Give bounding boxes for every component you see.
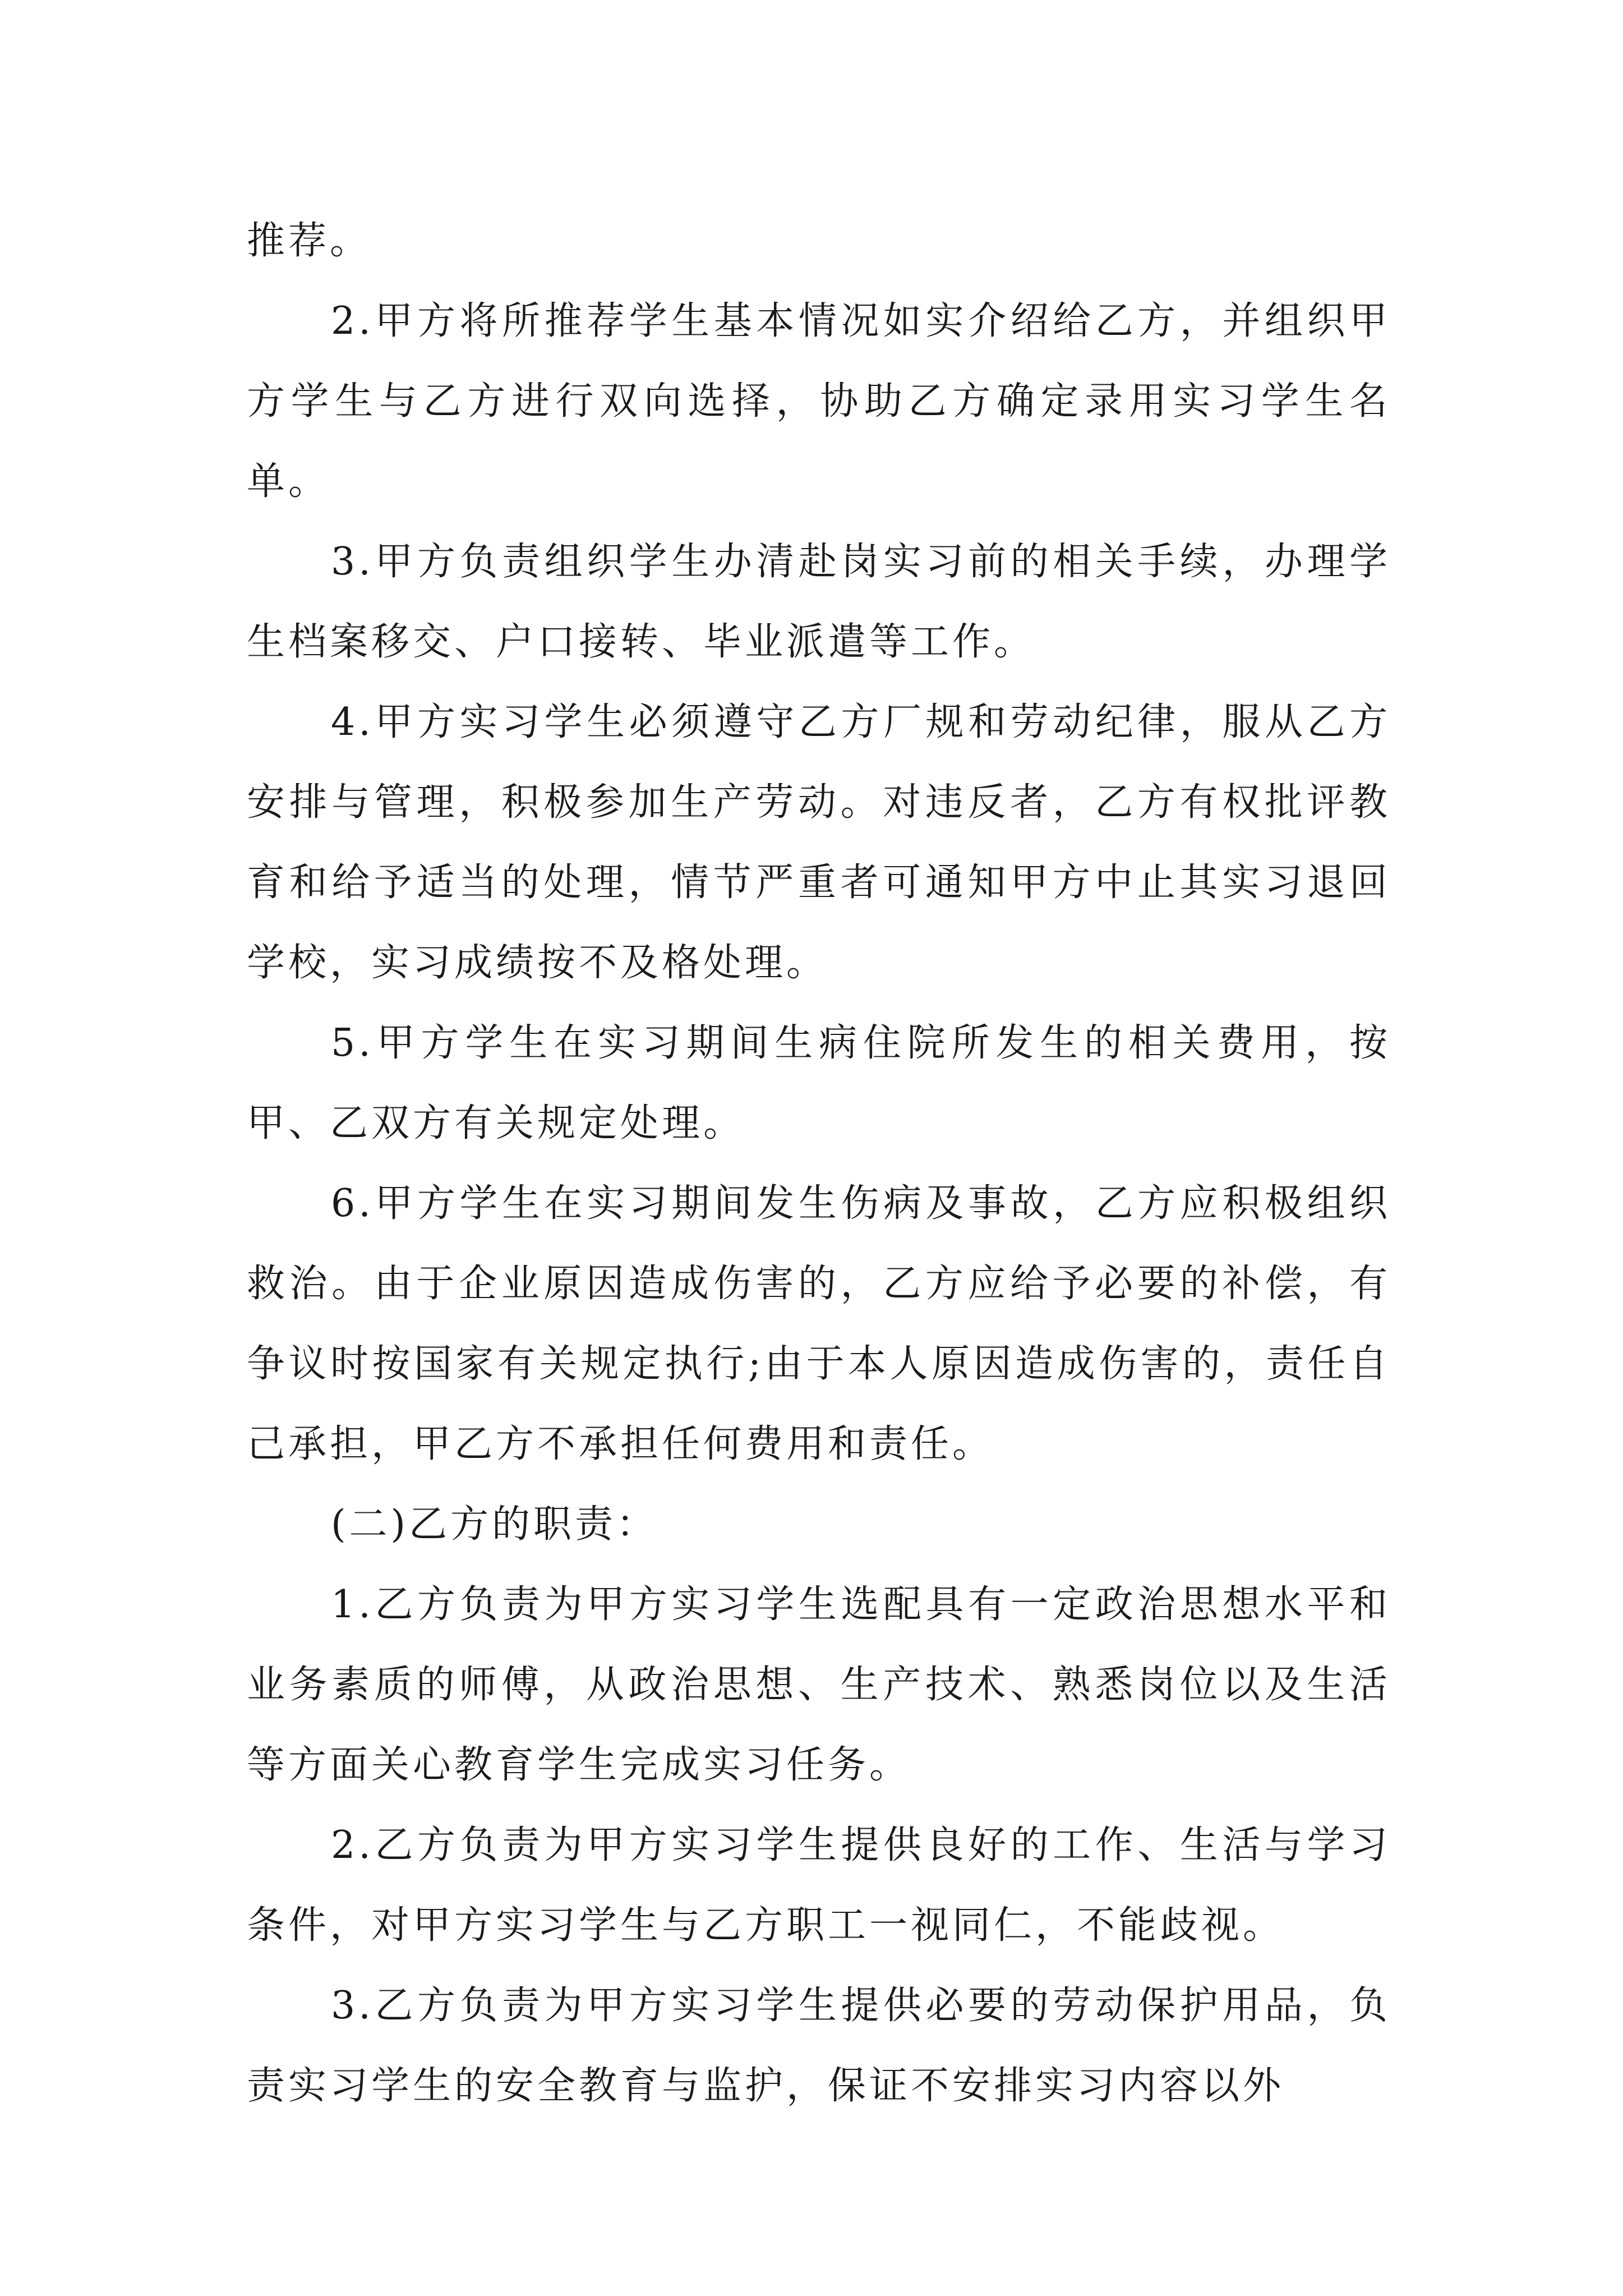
paragraph-b-item-3: 3.乙方负责为甲方实习学生提供必要的劳动保护用品，负责实习学生的安全教育与监护，保证不安排实习内容以外 <box>247 1984 1391 2108</box>
paragraph-item-5: 5.甲方学生在实习期间生病住院所发生的相关费用，按甲、乙双方有关规定处理。 <box>247 1021 1391 1145</box>
paragraph-item-4: 4.甲方实习学生必须遵守乙方厂规和劳动纪律，服从乙方安排与管理，积极参加生产劳动。对违反者，乙方有权批评教育和给予适当的处理，情节严重者可通知甲方中止其实习退回学校，实习成绩按不及格处理。 <box>247 700 1391 985</box>
paragraph-b-item-1: 1.乙方负责为甲方实习学生选配具有一定政治思想水平和业务素质的师傅，从政治思想、生产技术、熟悉岗位以及生活等方面关心教育学生完成实习任务。 <box>247 1582 1391 1787</box>
document-body <box>247 201 1391 2126</box>
paragraph-item-3: 3.甲方负责组织学生办清赴岗实习前的相关手续，办理学生档案移交、户口接转、毕业派遣等工作。 <box>247 540 1391 664</box>
paragraph-item-6: 6.甲方学生在实习期间发生伤病及事故，乙方应积极组织救治。由于企业原因造成伤害的，乙方应给予必要的补偿，有争议时按国家有关规定执行;由于本人原因造成伤害的，责任自己承担，甲乙方不承担任何费用和责任。 <box>247 1181 1391 1466</box>
paragraph-b-item-2: 2.乙方负责为甲方实习学生提供良好的工作、生活与学习条件，对甲方实习学生与乙方职工一视同仁，不能歧视。 <box>247 1823 1391 1948</box>
section-heading-party-b-duties: (二)乙方的职责： <box>331 1502 658 1547</box>
paragraph-item-2: 2.甲方将所推荐学生基本情况如实介绍给乙方，并组织甲方学生与乙方进行双向选择，协助乙方确定录用实习学生名单。 <box>247 299 1391 504</box>
paragraph-continuation: 推荐。 <box>247 219 372 263</box>
